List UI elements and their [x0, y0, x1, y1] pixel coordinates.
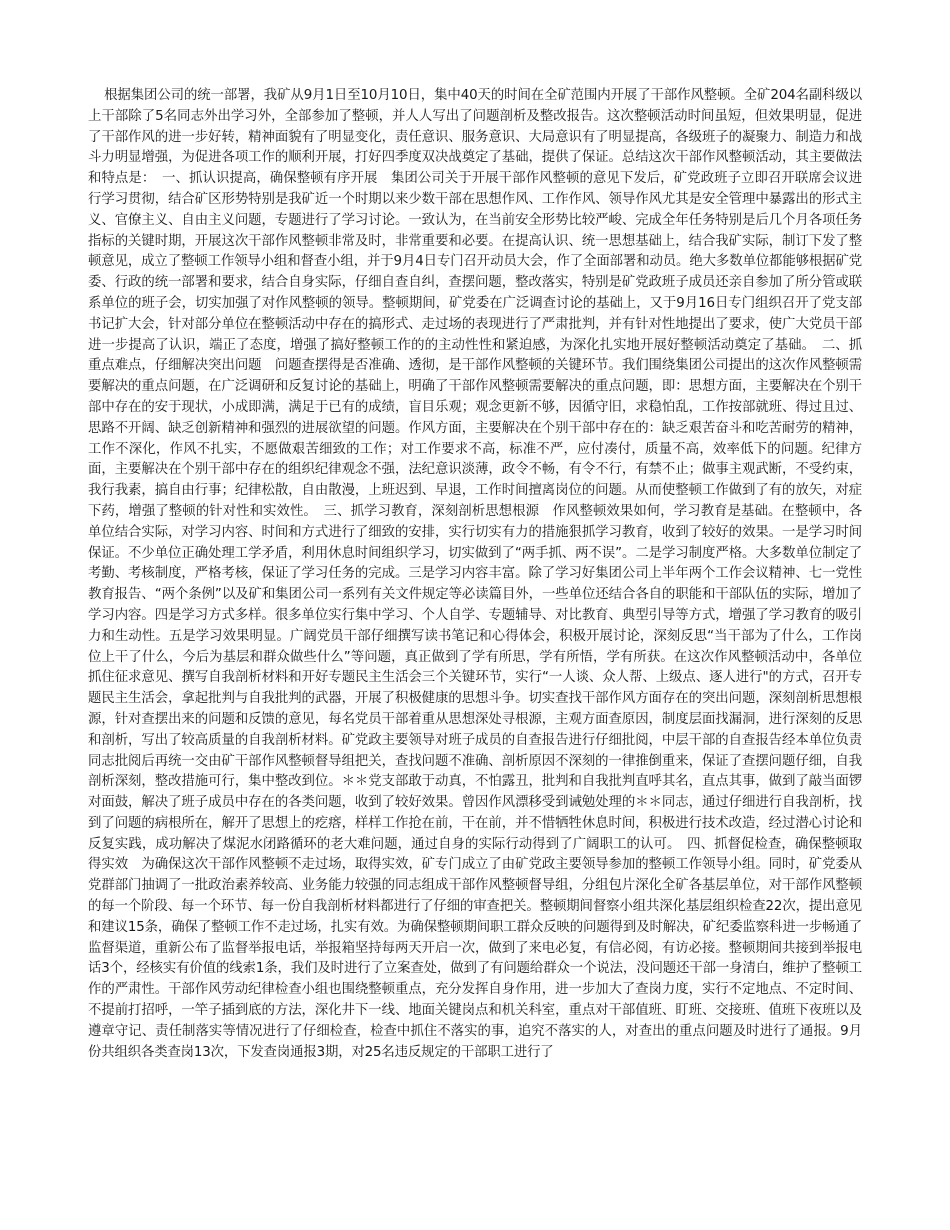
- document-page: [88, 86, 862, 1206]
- document-body-text: 根据集团公司的统一部署，我矿从9月1日至10月10日，集中40天的时间在全矿范围内开展了干部作风整顿。全矿204名副科级以上干部除了5名同志外出学习外，全部参加了整顿，并人人写出了问题剖析及整改报告。这次整顿活动时间虽短，但效果明显，促进了干部作风的进一步好转，精神面貌有了明显变化，责任意识、服务意识、大局意识有了明显提高，各级班子的凝聚力、制造力和战斗力明显增强，为促进各项工作的顺利开展，打好四季度双决战奠定了基础，提供了保证。总结这次干部作风整顿活动，其主要做法和特点是： 一、抓认识提高，确保整顿有序开展 集团公司关于开展干部作风整顿的意见下发后，矿党政班子立即召开联席会议进行学习贯彻，结合矿区形势特别是我矿近一个时期以来少数干部在思想作风、工作作风、领导作风尤其是安全管理中暴露出的形式主义、官僚主义、自由主义问题，专题进行了学习讨论。一致认为，在当前安全形势比较严峻、完成全年任务特别是后几个月各项任务指标的关键时期，开展这次干部作风整顿非常及时，非常重要和必要。在提高认识、统一思想基础上，结合我矿实际，制订下发了整顿意见，成立了整顿工作领导小组和督查小组，并于9月4日专门召开动员大会，作了全面部署和动员。绝大多数单位都能够根据矿党委、行政的统一部署和要求，结合自身实际，仔细自查自纠，查摆问题，整改落实，特别是矿党政班子成员还亲自参加了所分管或联系单位的班子会，切实加强了对作风整顿的领导。整顿期间，矿党委在广泛调查讨论的基础上，又于9月16日专门组织召开了党支部书记扩大会，针对部分单位在整顿活动中存在的搞形式、走过场的表现进行了严肃批判，并有针对性地提出了要求，使广大党员干部进一步提高了认识，端正了态度，增强了搞好整顿工作的的主动性性和紧迫感，为深化扎实地开展好整顿活动奠定了基础。 二、抓重点难点，仔细解决突出问题 问题查摆得是否准确、透彻，是干部作风整顿的关键环节。我们围绕集团公司提出的这次作风整顿需要解决的重点问题，在广泛调研和反复讨论的基础上，明确了干部作风整顿需要解决的重点问题，即：思想方面，主要解决在个别干部中存在的安于现状，小成即满，满足于已有的成绩，盲目乐观；观念更新不够，因循守旧，求稳怕乱，工作按部就班、得过且过、思路不开阔、缺乏创新精神和强烈的进展欲望的问题。作风方面，主要解决在个别干部中存在的：缺乏艰苦奋斗和吃苦耐劳的精神，工作不深化，作风不扎实，不愿做艰苦细致的工作；对工作要求不高，标准不严，应付凑付，质量不高，效率低下的问题。纪律方面，主要解决在个别干部中存在的组织纪律观念不强，法纪意识淡薄，政令不畅，有令不行，有禁不止；做事主观武断，不受约束，我行我素，搞自由行事；纪律松散，自由散漫，上班迟到、早退，工作时间擅离岗位的问题。从而使整顿工作做到了有的放矢，对症下药，增强了整顿的针对性和实效性。 三、抓学习教育，深刻剖析思想根源 作风整顿效果如何，学习教育是基础。在整顿中，各单位结合实际，对学习内容、时间和方式进行了细致的安排，实行切实有力的措施狠抓学习教育，收到了较好的效果。一是学习时间保证。不少单位正确处理工学矛盾，利用休息时间组织学习，切实做到了“两手抓、两不误”。二是学习制度严格。大多数单位制定了考勤、考核制度，严格考核，保证了学习任务的完成。三是学习内容丰富。除了学习好集团公司上半年两个工作会议精神、七一党性教育报告、“两个条例”以及矿和集团公司一系列有关文件规定等必读篇目外，一些单位还结合各自的职能和干部队伍的实际，增加了学习内容。四是学习方式多样。很多单位实行集中学习、个人自学、专题辅导、对比教育、典型引导等方式，增强了学习教育的吸引力和生动性。五是学习效果明显。广阔党员干部仔细撰写读书笔记和心得体会，积极开展讨论，深刻反思“当干部为了什么，工作岗位上干了什么，今后为基层和群众做些什么”等问题，真正做到了学有所思，学有所悟，学有所获。在这次作风整顿活动中，各单位抓住征求意见、撰写自我剖析材料和开好专题民主生活会三个关键环节，实行“一人谈、众人帮、上级点、逐人进行"的方式，召开专题民主生活会，拿起批判与自我批判的武器，开展了积极健康的思想斗争。切实查找干部作风方面存在的突出问题，深刻剖析思想根源，针对查摆出来的问题和反馈的意见，每名党员干部着重从思想深处寻根源，主观方面查原因，制度层面找漏洞，进行深刻的反思和剖析，写出了较高质量的自我剖析材料。矿党政主要领导对班子成员的自查报告进行仔细批阅，中层干部的自查报告经本单位负责同志批阅后再统一交由矿干部作风整顿督导组把关，查找问题不准确、剖析原因不深刻的一律推倒重来，保证了查摆问题仔细，自我剖析深刻，整改措施可行，集中整改到位。＊＊党支部敢于动真，不怕露丑，批判和自我批判直呼其名，直点其事，做到了敲当面锣对面鼓，解决了班子成员中存在的各类问题，收到了较好效果。曾因作风漂移受到诫勉处理的＊＊同志，通过仔细进行自我剖析，找到了问题的病根所在，解开了思想上的疙瘩，样样工作抢在前，干在前，并不惜牺牲休息时间，积极进行技术改造，经过潜心讨论和反复实践，成功解决了煤泥水闭路循环的老大难问题，通过自身的实际行动得到了广阔职工的认可。 四、抓督促检查，确保整顿取得实效 为确保这次干部作风整顿不走过场，取得实效，矿专门成立了由矿党政主要领导参加的整顿工作领导小组。同时，矿党委从党群部门抽调了一批政治素养较高、业务能力较强的同志组成干部作风整顿督导组，分组包片深化全矿各基层单位，对干部作风整顿的每一个阶段、每一个环节、每一份自我剖析材料都进行了仔细的审查把关。整顿期间督察小组共深化基层组织检查22次，提出意见和建议15条，确保了整顿工作不走过场，扎实有效。为确保整顿期间职工群众反映的问题得到及时解决，矿纪委监察科进一步畅通了监督渠道，重新公布了监督举报电话，举报箱坚持每两天开启一次，做到了来电必复，有信必阅，有访必接。整顿期间共接到举报电话3个，经核实有价值的线索1条，我们及时进行了立案查处，做到了有问题给群众一个说法，没问题还干部一身清白，维护了整顿工作的严肃性。干部作风劳动纪律检查小组也围绕整顿重点，充分发挥自身作用，进一步加大了查岗力度，实行不定地点、不定时间、不提前打招呼，一竿子插到底的方法，深化井下一线、地面关键岗点和机关科室，重点对干部值班、盯班、交接班、值班下夜班以及遵章守记、责任制落实等情况进行了仔细检查，检查中抓住不落实的事，追究不落实的人，对查出的重点问题及时进行了通报。9月份共组织各类查岗13次，下发查岗通报3期，对25名违反规定的干部职工进行了: [88, 88, 862, 1060]
